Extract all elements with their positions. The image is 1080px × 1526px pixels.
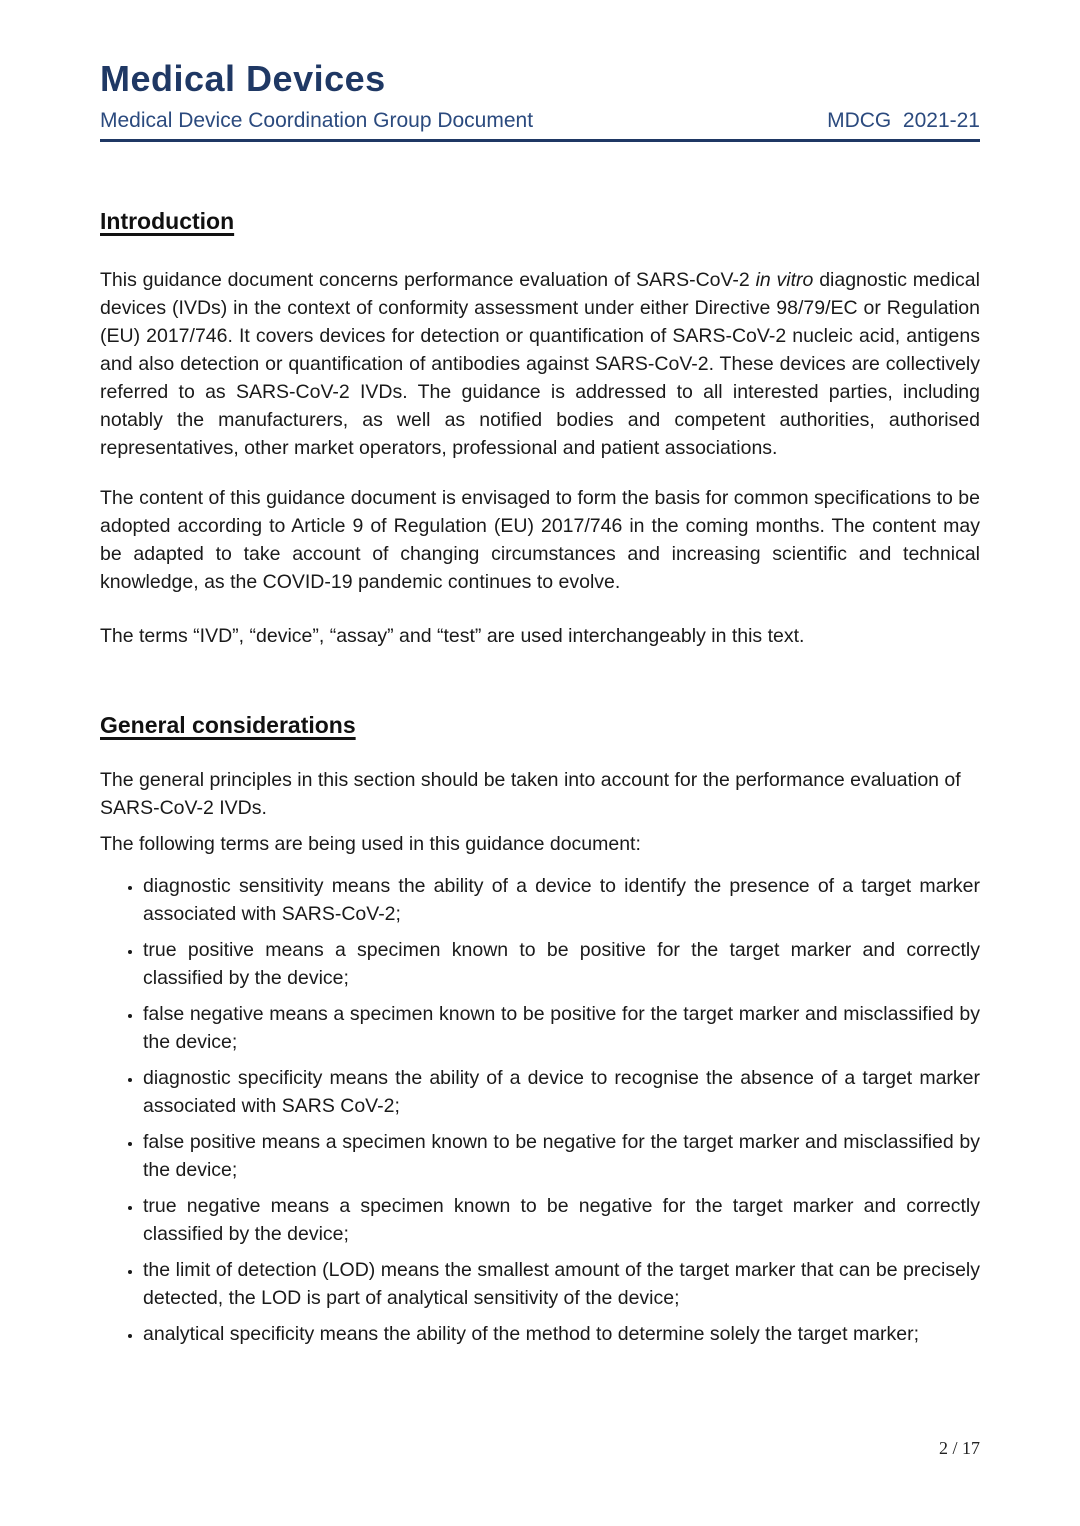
intro-paragraph-1 [100, 266, 980, 462]
list-item-diagnostic-specificity: • diagnostic specificity means the ability of a device to recognise the absence of a target marker associated with SARS CoV-2; [143, 1064, 980, 1120]
general-considerations-heading: General considerations [100, 712, 356, 738]
document-subtitle: Medical Device Coordination Group Document [100, 109, 534, 132]
list-item-analytical-specificity: • analytical specificity means the ability of the method to determine solely the target marker; [143, 1320, 980, 1348]
intro-paragraph-3: The terms “IVD”, “device”, “assay” and “test” are used interchangeably in this text. [100, 625, 805, 647]
header-subtitle-row [100, 108, 980, 134]
header-divider [100, 139, 980, 142]
general-paragraph-2: The following terms are being used in this guidance document: [100, 833, 641, 855]
intro-paragraph-2: The content of this guidance document is envisaged to form the basis for common specifications to be adopted according to Article 9 of Regulation (EU) 2017/746 in the coming months. The content may be adapted to take account of changing circumstances and increasing scientific and technical knowledge, as the COVID-19 pandemic continues to evolve. [100, 487, 980, 593]
list-item-limit-of-detection: • the limit of detection (LOD) means the smallest amount of the target marker that can be precisely detected, the LOD is part of analytical sensitivity of the device; [143, 1256, 980, 1312]
document-title: Medical Devices [100, 58, 386, 99]
document-reference: MDCG 2021-21 [827, 109, 980, 132]
list-item-true-negative: • true negative means a specimen known to be negative for the target marker and correctly classified by the device; [143, 1192, 980, 1248]
intro-paragraph-1-continuation: diagnostic medical devices (IVDs) in the context of conformity assessment under either Directive 98/79/EC or Regulation (EU) 2017/746. It covers devices for detection or quantification of SARS-CoV-2 nucleic acid, antigens and also detection or quantification of antibodies against SARS-CoV-2. These devices are collectively referred to as SARS-CoV-2 IVDs. The guidance is addressed to all interested parties, including notably the manufacturers, as well as notified bodies and competent authorities, authorised representatives, other market operators, professional and patient associations. [100, 269, 980, 459]
page-number: 2 / 17 [938, 1438, 980, 1458]
intro-paragraph-1-italic: in vitro [755, 269, 814, 291]
terms-definition-list [100, 872, 980, 1348]
page-footer [939, 1438, 980, 1459]
intro-paragraph-1-text: This guidance document concerns performance evaluation of SARS-CoV-2 [100, 269, 756, 291]
section-introduction [100, 206, 980, 650]
introduction-heading: Introduction [100, 208, 235, 234]
list-item-false-positive: • false positive means a specimen known to be negative for the target marker and misclassified by the device; [143, 1128, 980, 1184]
document-header [100, 58, 980, 142]
section-general-considerations [100, 710, 980, 1348]
list-item-false-negative: • false negative means a specimen known to be positive for the target marker and misclassified by the device; [143, 1000, 980, 1056]
list-item-true-positive: • true positive means a specimen known to be positive for the target marker and correctly classified by the device; [143, 936, 980, 992]
list-item-diagnostic-sensitivity: • diagnostic sensitivity means the ability of a device to identify the presence of a target marker associated with SARS-CoV-2; [143, 872, 980, 928]
general-paragraph-1: The general principles in this section should be taken into account for the performance evaluation of SARS-CoV-2 IVDs. [100, 769, 961, 819]
